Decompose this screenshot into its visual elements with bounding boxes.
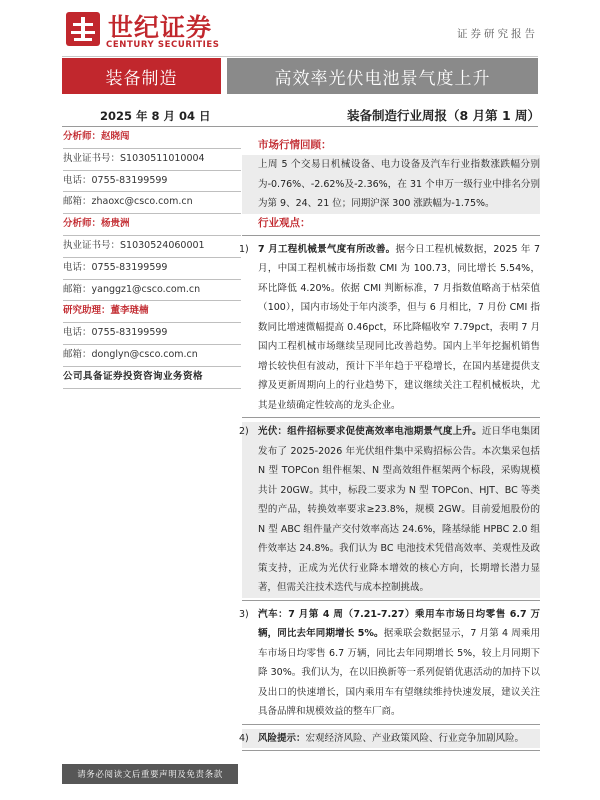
item-number: 3) [239,608,249,620]
analyst-role: 分析师：杨贵洲 [63,218,130,230]
divider [63,148,241,149]
divider [63,322,241,323]
analyst-panel [63,128,241,390]
item-lead: 汽车：7 月第 4 周（7.21-7.27）乘用车市场日均零售 6.7 万辆，同比去年同期增长 5%。 [258,608,540,639]
item-lead: 光伏：组件招标要求促使高效率电池期景气度上升。 [258,426,482,437]
analyst-email: 邮箱：yanggz1@csco.com.cn [63,283,201,295]
divider [242,750,540,751]
company-qualification: 公司具备证券投资咨询业务资格 [63,370,204,382]
report-type: 证券研究报告 [457,28,538,40]
analyst-email: 邮箱：zhaoxc@csco.com.cn [63,196,193,208]
analyst-block [63,302,241,366]
analyst-cert: 执业证书号：S1030524060001 [63,239,205,251]
analyst-phone: 电话：0755-83199599 [63,261,168,273]
header-divider [62,56,538,57]
divider [242,600,540,601]
industry-view-title: 行业观点： [258,216,311,229]
disclaimer-note: 请务必阅读文后重要声明及免责条款 [62,764,238,784]
analyst-phone: 电话：0755-83199599 [63,327,168,339]
analyst-cert: 执业证书号：S1030511010004 [63,152,205,164]
divider [242,235,540,236]
report-date: 2025 年 8 月 04 日 [100,109,211,123]
divider [63,191,241,192]
divider [63,344,241,345]
divider [63,366,241,367]
report-body [239,136,540,755]
view-item [239,729,540,749]
logo-text: 世纪证券 [108,13,213,42]
analyst-block [63,128,241,214]
divider [63,300,241,301]
divider [63,388,241,389]
item-text: 据乘联会数据显示，7 月第 4 周乘用车市场日均零售 6.7 万辆，同比去年同期增长 5%，较上月同期下降 30%。我们认为，在以旧换新等一系列促销优惠活动的加持下以及出口的快速增长，国内乘用车有望继续维持快速发展，建议关注具备品牌和规模效益的整车厂商。 [258,628,540,717]
divider [63,213,241,214]
market-review [242,155,540,214]
divider [242,724,540,725]
view-item [239,422,540,598]
market-review-title: 市场行情回顾： [258,139,332,151]
divider [63,235,241,236]
analyst-phone: 电话：0755-83199599 [63,174,168,186]
view-item [239,605,540,722]
analyst-email: 邮箱：donglyn@csco.com.cn [63,348,198,360]
analyst-role: 研究助理：董李琏楠 [63,305,149,317]
report-series: 装备制造行业周报（8 月第 1 周） [347,108,540,123]
analyst-role: 分析师：赵晓闯 [63,131,130,142]
sector-banner: 装备制造 [62,58,221,94]
divider [242,417,540,418]
item-text: 宏观经济风险、产业政策风险、行业竞争加剧风险。 [305,732,525,744]
item-lead: 风险提示： [258,732,306,744]
item-lead: 7 月工程机械景气度有所改善。 [258,243,396,255]
item-number: 2) [239,426,249,437]
logo-icon [66,12,100,46]
item-number: 4) [239,732,249,744]
divider [63,170,241,171]
view-item [239,240,540,416]
item-number: 1) [239,243,249,255]
analyst-block [63,215,241,301]
divider [63,257,241,258]
logo-subtext: CENTURY SECURITIES [106,40,220,50]
market-review-text: 上周 5 个交易日机械设备、电力设备及汽车行业指数涨跌幅分别为-0.76%、-2.62%及-2.36%，在 31 个申万一级行业中排名分别为第 9、24、21 位；同期沪深 300 涨跌幅为-1.75%。 [258,159,540,209]
item-text: 近日华电集团发布了 2025-2026 年光伏组件集中采购招标公告。本次集采包括 N 型 TOPCon 组件框架、N 型高效组件框架两个标段，采购规模共计 20GW。其中，标段二要求为 N 型 TOPCon、HJT、BC 等类型的产品，转换效率要求≥23.8%，规模 2GW。目前爱旭股份的 N 型 ABC 组件量产交付效率高达 24.6%，隆基绿能 HPBC 2.0 组件效率达 24.8%。我们认为 BC 电池技术凭借高效率、美观性及政策支持，正成为光伏行业降本增效的核心方向，长期增长潜力显著，但需关注技术迭代与成本控制挑战。 [258,426,540,593]
item-text: 据今日工程机械数据，2025 年 7 月，中国工程机械市场指数 CMI 为 100.73，同比增长 5.54%，环比降低 4.20%。依据 CMI 判断标准，7 月指数值略高于枯荣值（100），国内市场处于年内淡季，但与 6 月相比，7 月份 CMI 指数同比增速微幅提高 0.46pct，环比降幅收窄 7.79pct，表明 7 月国内工程机械市场继续呈现同比改善趋势。国内上半年挖掘机销售增长较快但有波动，预计下半年趋于平稳增长，在国内基建提供支撑及更新周期向上的行业趋势下，建议继续关注工程机械板块，尤其是业绩确定性较高的龙头企业。 [258,243,540,411]
subheader-divider [62,126,538,127]
divider [63,279,241,280]
report-title: 高效率光伏电池景气度上升 [227,58,538,94]
